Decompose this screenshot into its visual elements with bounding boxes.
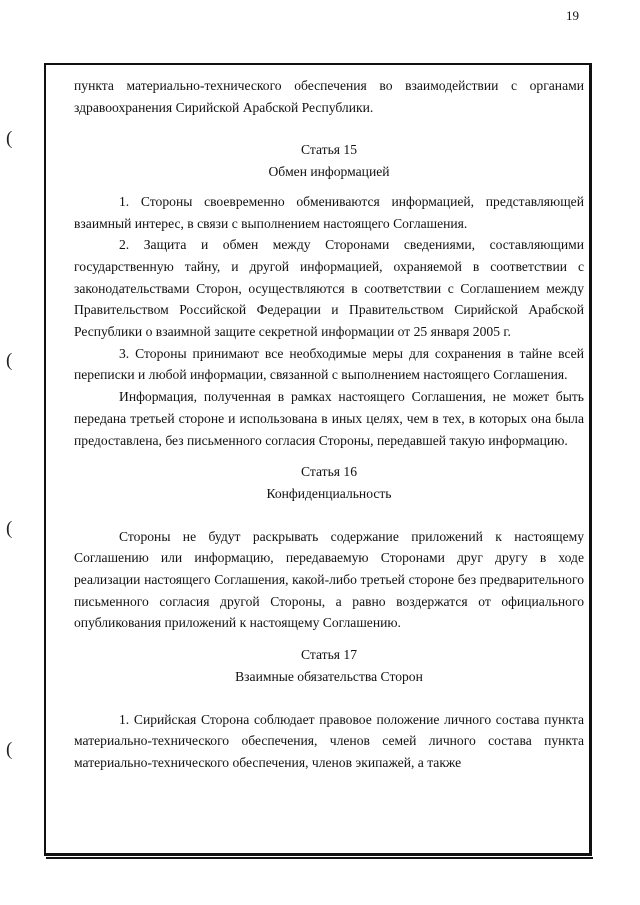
article-15 <box>74 139 584 451</box>
binding-mark: ( <box>6 350 13 371</box>
page-number: 19 <box>566 8 579 23</box>
intro-paragraph: пункта материально-технического обеспечения во взаимодействии с органами здравоохранения Сирийской Арабской Республики. <box>74 78 584 115</box>
article-16-paragraph-1: Стороны не будут раскрывать содержание приложений к настоящему Соглашению или информацию, передаваемую Сторонами друг другу в ходе реализации настоящего Соглашения, какой-либо третьей стороне без предварительного письменного согласия другой Стороны, а равно воздержатся от официального опубликования приложений к настоящему Соглашению. <box>74 528 584 631</box>
article-16-number: Статья 16 <box>300 464 358 480</box>
binding-mark: ( <box>6 518 13 539</box>
article-17 <box>74 644 584 774</box>
article-17-number: Статья 17 <box>300 647 358 663</box>
binding-mark: ( <box>6 128 13 149</box>
article-15-paragraph-1: 1. Стороны своевременно обмениваются информацией, представляющей взаимный интерес, в связи с выполнением настоящего Соглашения. <box>74 193 584 231</box>
binding-mark: ( <box>6 739 13 760</box>
article-15-title: Обмен информацией <box>268 164 390 180</box>
article-15-paragraph-4: Информация, полученная в рамках настоящего Соглашения, не может быть передана третьей стороне и использована в иных целях, чем в тех, в которых она была предоставлена, без письменного согласия Стороны, передавшей такую информацию. <box>74 389 584 448</box>
article-16 <box>74 461 584 634</box>
document-body <box>74 75 584 774</box>
article-15-number: Статья 15 <box>300 142 358 158</box>
article-15-paragraph-2: 2. Защита и обмен между Сторонами сведениями, составляющими государственную тайну, и другой информацией, охраняемой в соответствии с законодательствами Сторон, осуществляются в соответствии с Соглашением между Правительством Российской Федерации и Правительством Сирийской Арабской Республики о взаимной защите секретной информации от 25 января 2005 г. <box>74 237 584 340</box>
article-17-title: Взаимные обязательства Сторон <box>235 668 423 684</box>
article-17-paragraph-1: 1. Сирийская Сторона соблюдает правовое положение личного состава пункта материально-технического обеспечения, членов семей личного состава пункта материально-технического обеспечения, членов экипажей, а также <box>74 711 584 770</box>
article-16-title: Конфиденциальность <box>266 485 392 501</box>
article-15-paragraph-3: 3. Стороны принимают все необходимые меры для сохранения в тайне всей переписки и любой информации, связанной с выполнением настоящего Соглашения. <box>74 345 584 383</box>
